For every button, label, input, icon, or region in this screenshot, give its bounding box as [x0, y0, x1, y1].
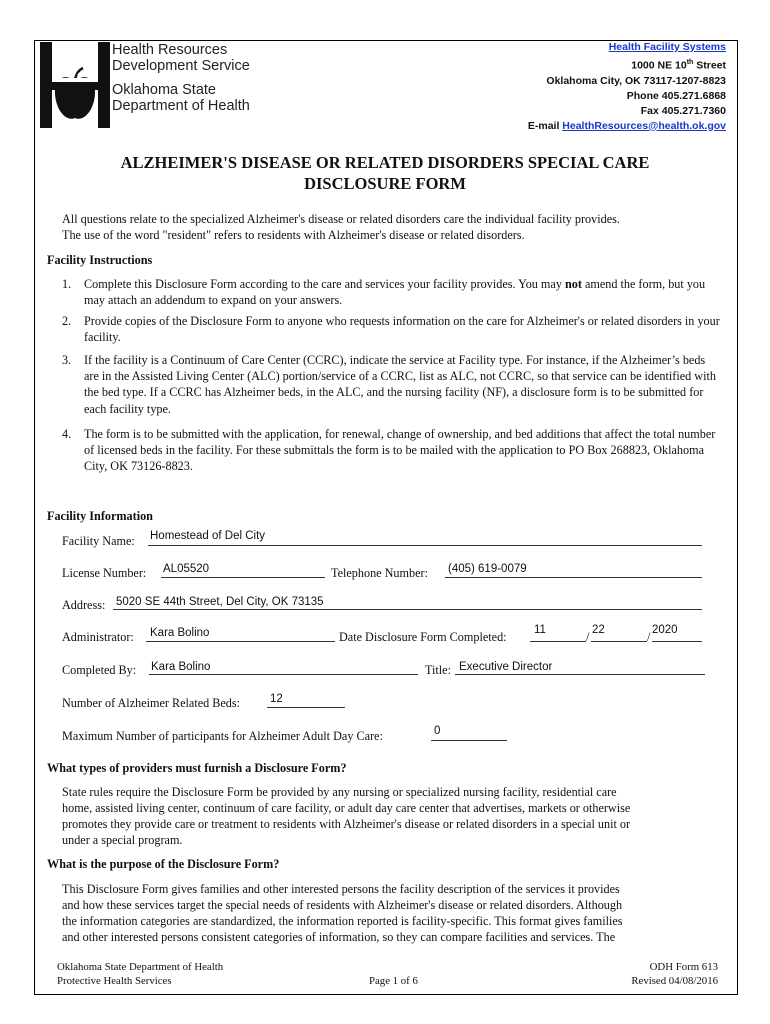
agency-line-2: Development Service — [112, 58, 250, 74]
date-month-line — [530, 641, 586, 642]
date-month-field[interactable]: 11 — [534, 624, 546, 636]
contact-block — [528, 40, 726, 134]
title-field[interactable]: Executive Director — [459, 661, 553, 673]
max-participants-line — [431, 740, 507, 741]
agency-name — [112, 42, 250, 114]
instruction-item-3: 3. If the facility is a Continuum of Care Center (CCRC), indicate the service at Facility type. For instance, if the Alzheimer’s beds are in the Assisted Living Center (ALC) portion/service of a CCRC, list as ALC, not CCRC, so that service can be identified with the bed type. If a CCRC has Alzheimer beds, in the ALC, and the nursing facility (NF), a disclosure form is to be submitted for each facility type. — [62, 353, 716, 416]
intro-text: All questions relate to the specialized Alzheimer's disease or related disorders care the individual facility provides. The use of the word "resident" refers to residents with Alzheimer's disease or related disorders. — [62, 212, 620, 242]
facility-info-heading: Facility Information — [47, 509, 153, 523]
date-year-field[interactable]: 2020 — [652, 624, 678, 636]
title-line — [455, 674, 705, 675]
street-address: 1000 NE 10th Street — [631, 59, 726, 72]
instruction-item-2: 2. Provide copies of the Disclosure Form to anyone who requests information on the care for Alzheimer's or related disorders in your facility. — [62, 314, 720, 345]
date-slash-1: / — [586, 630, 590, 644]
who-heading: What types of providers must furnish a Disclosure Form? — [47, 761, 347, 775]
address-field[interactable]: 5020 SE 44th Street, Del City, OK 73135 — [116, 596, 324, 608]
address-label: Address: — [62, 598, 106, 612]
date-year-line — [652, 641, 702, 642]
completed-by-line — [149, 674, 418, 675]
agency-line-1: Health Resources — [112, 42, 228, 58]
page-number: Page 1 of 6 — [369, 975, 418, 987]
alzheimer-beds-line — [267, 707, 345, 708]
facility-name-line — [148, 545, 702, 546]
footer-right: ODH Form 613 Revised 04/08/2016 — [631, 961, 718, 987]
license-number-field[interactable]: AL05520 — [163, 563, 210, 575]
instruction-item-4: 4. The form is to be submitted with the application, for renewal, change of ownership, and bed additions that affect the total number of licensed beds in the facility. For these submittals the form is to be mailed with the application to PO Box 268823, Oklahoma City, OK 73126-8823. — [62, 427, 716, 474]
footer-left: Oklahoma State Department of Health Protective Health Services — [57, 961, 224, 987]
agency-line-4: Department of Health — [112, 98, 250, 114]
purpose-heading: What is the purpose of the Disclosure Form? — [47, 857, 280, 871]
administrator-field[interactable]: Kara Bolino — [150, 627, 210, 639]
facility-name-label: Facility Name: — [62, 534, 135, 548]
instruction-item-1: 1. Complete this Disclosure Form according to the care and services your facility provides. You may not amend the form, but you may attach an addendum to expand on your answers. — [62, 277, 706, 308]
facility-name-field[interactable]: Homestead of Del City — [150, 530, 266, 542]
oklahoma-health-logo-icon — [40, 42, 112, 128]
city-state-zip: Oklahoma City, OK 73117-1207-8823 — [546, 74, 726, 87]
administrator-line — [146, 641, 335, 642]
telephone-field[interactable]: (405) 619-0079 — [448, 563, 527, 575]
address-line — [113, 609, 702, 610]
who-text: State rules require the Disclosure Form be provided by any nursing or specialized nursing facility, residential care home, assisted living center, continuum of care facility, or adult day care center that advertises, markets or otherwise promotes they provide care or treatment to residents with Alzheimer's disease or related disorders in a special unit or under a special program. — [62, 785, 631, 847]
page-title: ALZHEIMER'S DISEASE OR RELATED DISORDERS SPECIAL CARE DISCLOSURE FORM — [120, 153, 650, 193]
completed-by-field[interactable]: Kara Bolino — [151, 661, 211, 673]
telephone-label: Telephone Number: — [331, 566, 428, 580]
purpose-text: This Disclosure Form gives families and other interested persons the facility description of the services it provides and how these services target the special needs of residents with Alzheimer's disease or related disorders. Although the information categories are standardized, the information reported is facility-specific. This format gives families and other interested persons consistent categories of information, so they can compare facilities and services. The — [62, 882, 623, 944]
email-line: E-mail HealthResources@health.ok.gov — [527, 119, 726, 132]
fax-number: Fax 405.271.7360 — [640, 104, 726, 117]
agency-line-3: Oklahoma State — [112, 82, 216, 98]
instructions-heading: Facility Instructions — [47, 253, 153, 267]
health-facility-systems-link[interactable]: Health Facility Systems — [608, 41, 726, 53]
max-participants-label: Maximum Number of participants for Alzheimer Adult Day Care: — [62, 729, 383, 743]
phone-number: Phone 405.271.6868 — [626, 89, 726, 102]
alzheimer-beds-label: Number of Alzheimer Related Beds: — [62, 696, 241, 710]
alzheimer-beds-field[interactable]: 12 — [270, 693, 283, 705]
email-link[interactable]: HealthResources@health.ok.gov — [562, 119, 726, 132]
telephone-line — [445, 577, 702, 578]
completed-by-label: Completed By: — [62, 663, 137, 677]
title-label: Title: — [425, 663, 451, 677]
license-number-label: License Number: — [62, 566, 147, 580]
administrator-label: Administrator: — [62, 630, 134, 644]
date-day-field[interactable]: 22 — [592, 624, 605, 636]
max-participants-field[interactable]: 0 — [434, 725, 441, 737]
date-completed-label: Date Disclosure Form Completed: — [339, 630, 507, 644]
date-day-line — [591, 641, 647, 642]
license-number-line — [161, 577, 325, 578]
date-slash-2: / — [647, 630, 651, 644]
